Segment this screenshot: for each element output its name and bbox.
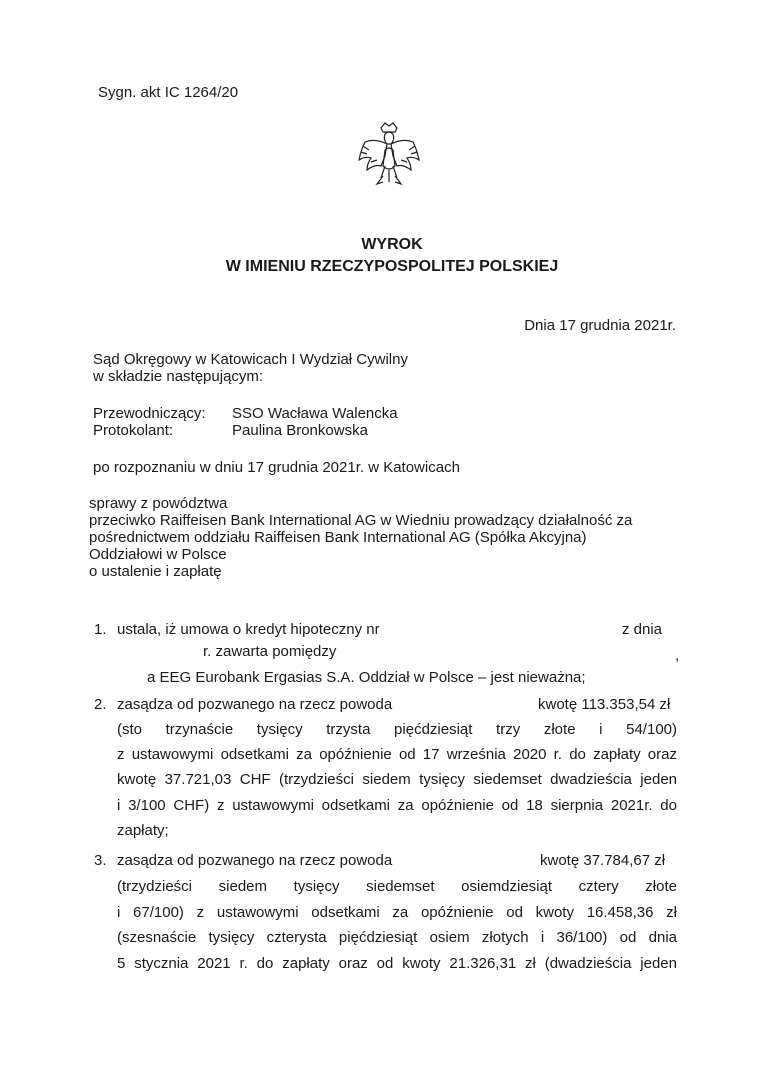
item-text: kwotę 37.784,67 zł [540, 852, 666, 869]
presiding-judge-role: Przewodniczący: [93, 405, 206, 422]
document-subtitle: W IMIENIU RZECZYPOSPOLITEJ POLSKIEJ [225, 258, 559, 275]
case-line: Oddziałowi w Polsce [89, 546, 227, 563]
case-line: przeciwko Raiffeisen Bank International AG w Wiedniu prowadzący działalność za [89, 512, 633, 529]
case-line: pośrednictwem oddziału Raiffeisen Bank International AG (Spółka Akcyjna) [89, 529, 587, 546]
item-number: 3. [94, 852, 107, 869]
document-title: WYROK [361, 236, 423, 253]
clerk-role: Protokolant: [93, 422, 174, 439]
item-number: 2. [94, 696, 107, 713]
item-text: kwotę 37.721,03 CHF (trzydzieści siedem tysięcy siedemset dwadzieścia jeden [117, 771, 677, 788]
clerk-name: Paulina Bronkowska [232, 422, 368, 439]
item-number: 1. [94, 621, 107, 638]
item-text: r. zawarta pomiędzy [203, 643, 337, 660]
item-text: ustala, iż umowa o kredyt hipoteczny nr [117, 621, 380, 638]
item-text: (sto trzynaście tysięcy trzysta pięćdziesiąt trzy złote i 54/100) [117, 721, 677, 738]
item-text: kwotę 113.353,54 zł [538, 696, 671, 713]
item-text: z ustawowymi odsetkami za opóźnienie od 17 września 2020 r. do zapłaty oraz [117, 746, 677, 763]
item-text: zapłaty; [117, 822, 169, 839]
item-text: a EEG Eurobank Ergasias S.A. Oddział w Polsce – jest nieważna; [147, 669, 586, 686]
judgment-date: Dnia 17 grudnia 2021r. [524, 317, 676, 334]
court-name: Sąd Okręgowy w Katowicach I Wydział Cywilny [93, 351, 408, 368]
case-line: o ustalenie i zapłatę [89, 563, 222, 580]
item-text: , [675, 647, 680, 664]
item-text: (trzydzieści siedem tysięcy siedemset osiemdziesiąt cztery złote [117, 878, 677, 895]
item-text: (szesnaście tysięcy czterysta pięćdziesiąt osiem złotych i 36/100) od dnia [117, 929, 677, 946]
case-reference: Sygn. akt IC 1264/20 [98, 84, 239, 101]
court-composition-label: w składzie następującym: [93, 368, 264, 385]
item-text: z dnia [622, 621, 663, 638]
hearing-line: po rozpoznaniu w dniu 17 grudnia 2021r. w Katowicach [93, 459, 460, 476]
item-text: zasądza od pozwanego na rzecz powoda [117, 852, 393, 869]
item-text: zasądza od pozwanego na rzecz powoda [117, 696, 393, 713]
item-text: 5 stycznia 2021 r. do zapłaty oraz od kwoty 21.326,31 zł (dwadzieścia jeden [117, 955, 677, 972]
polish-eagle-emblem [355, 120, 423, 192]
presiding-judge-name: SSO Wacława Walencka [232, 405, 398, 422]
item-text: i 67/100) z ustawowymi odsetkami za opóźnienie od kwoty 16.458,36 zł [117, 904, 677, 921]
item-text: i 3/100 CHF) z ustawowymi odsetkami za opóźnienie od 18 sierpnia 2021r. do [117, 797, 677, 814]
case-line: sprawy z powództwa [89, 495, 228, 512]
